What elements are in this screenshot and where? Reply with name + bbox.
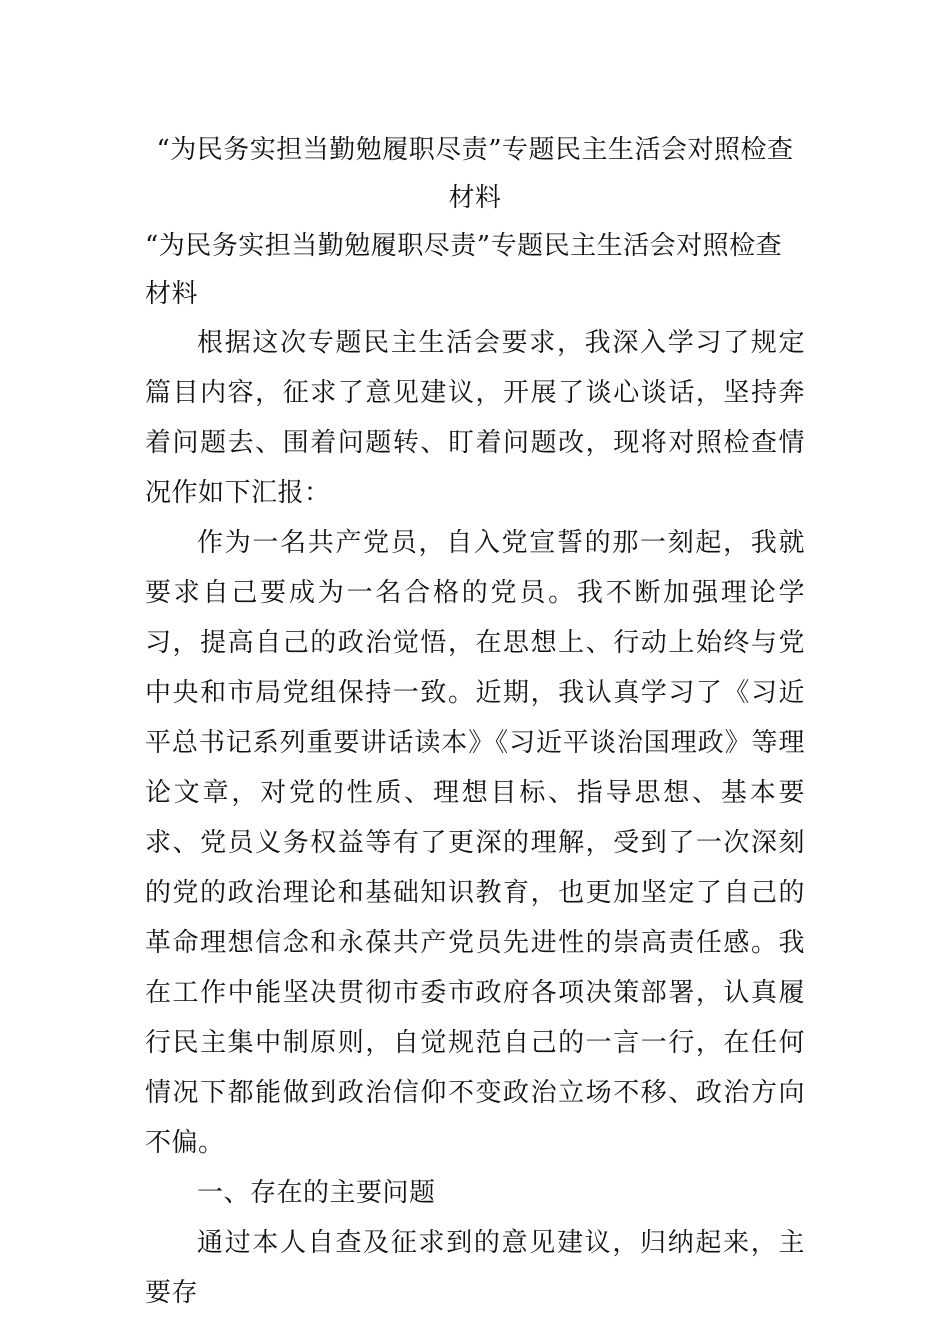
intro-paragraph: 根据这次专题民主生活会要求，我深入学习了规定篇目内容，征求了意见建议，开展了谈心谈话，坚持奔着问题去、围着问题转、盯着问题改，现将对照检查情况作如下汇报： — [145, 328, 805, 508]
document-body — [145, 126, 805, 1318]
document-subtitle: “为民务实担当勤勉履职尽责”专题民主生活会对照检查材料 — [145, 231, 783, 309]
body-paragraph: 作为一名共产党员，自入党宣誓的那一刻起，我就要求自己要成为一名合格的党员。我不断加强理论学习，提高自己的政治觉悟，在思想上、行动上始终与党中央和市局党组保持一致。近期，我认真学习了《习近平总书记系列重要讲话读本》《习近平谈治国理政》等理论文章，对党的性质、理想目标、指导思想、基本要求、党员义务权益等有了更深的理解，受到了一次深刻的党的政治理论和基础知识教育，也更加坚定了自己的革命理想信念和永葆共产党员先进性的崇高责任感。我在工作中能坚决贯彻市委市政府各项决策部署，认真履行民主集中制原则，自觉规范自己的一言一行，在任何情况下都能做到政治信仰不变政治立场不移、政治方向不偏。 — [145, 528, 805, 1158]
document-title: “为民务实担当勤勉履职尽责”专题民主生活会对照检查材料 — [156, 135, 794, 213]
section-heading: 一、存在的主要问题 — [197, 1178, 436, 1208]
final-paragraph: 通过本人自查及征求到的意见建议，归纳起来，主要存 — [145, 1228, 805, 1308]
